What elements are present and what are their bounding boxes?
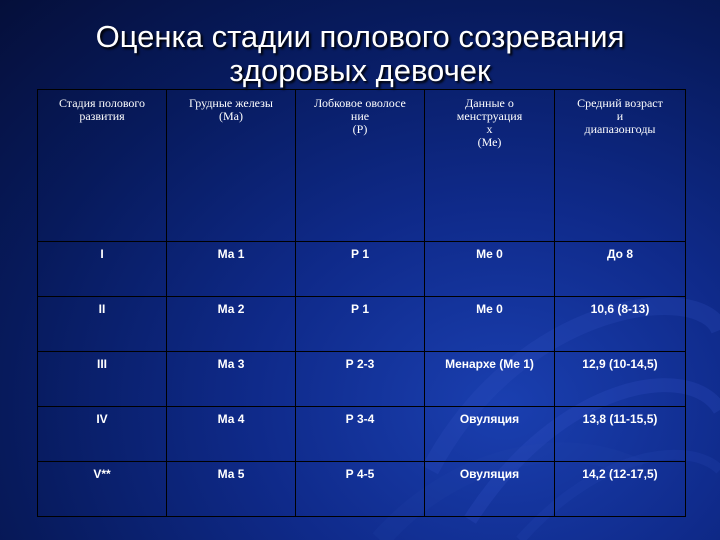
slide-title-line-1: Оценка стадии полового созревания [95,19,625,54]
table-cell: Ме 0 [425,297,555,352]
table-row [38,352,686,407]
table-cell: Менархе (Ме 1) [425,352,555,407]
table-row [38,242,686,297]
table-cell: До 8 [555,242,686,297]
table-cell: Ма 5 [167,462,296,517]
table-cell: IV [38,407,167,462]
table-cell: Ма 3 [167,352,296,407]
table-cell: Р 1 [296,242,425,297]
table-cell: III [38,352,167,407]
slide-title [0,20,720,88]
table-header-row [38,90,686,242]
table-cell: 12,9 (10-14,5) [555,352,686,407]
table-cell: Ме 0 [425,242,555,297]
header-pubic-hair: Лобковое оволосе ние (Р) [296,90,425,242]
table-cell: Р 3-4 [296,407,425,462]
table-cell: I [38,242,167,297]
table-cell: Р 4-5 [296,462,425,517]
table-cell: Ма 4 [167,407,296,462]
table-cell: Р 1 [296,297,425,352]
table-row [38,297,686,352]
header-menstruation: Данные о менструация х (Ме) [425,90,555,242]
header-breast: Грудные железы (Ма) [167,90,296,242]
slide-title-line-2: здоровых девочек [229,53,491,88]
header-stage: Стадия полового развития [38,90,167,242]
table-cell: Р 2-3 [296,352,425,407]
table-cell: II [38,297,167,352]
table-cell: Овуляция [425,462,555,517]
table-cell: 13,8 (11-15,5) [555,407,686,462]
header-age: Средний возраст и диапазонгоды [555,90,686,242]
table-cell: V** [38,462,167,517]
table-cell: Овуляция [425,407,555,462]
table-row [38,462,686,517]
table-cell: 10,6 (8-13) [555,297,686,352]
table-cell: Ма 2 [167,297,296,352]
puberty-stages-table [37,89,686,517]
table-row [38,407,686,462]
table-cell: 14,2 (12-17,5) [555,462,686,517]
table-cell: Ма 1 [167,242,296,297]
